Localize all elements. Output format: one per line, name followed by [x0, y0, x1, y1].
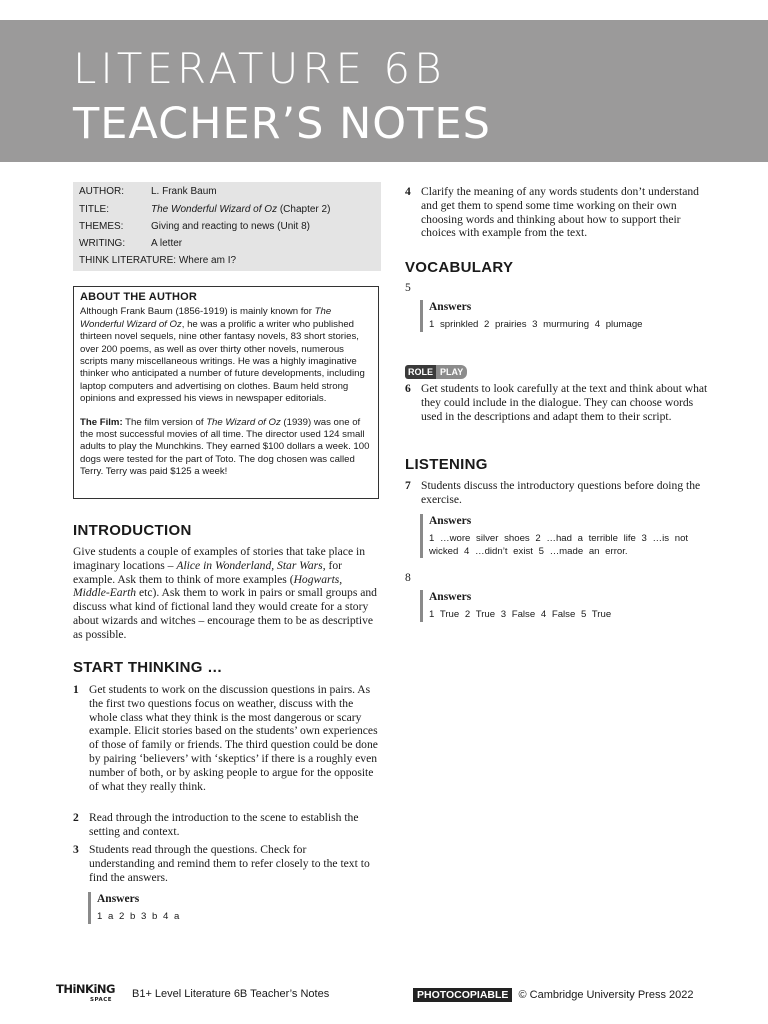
- author-value: L. Frank Baum: [151, 186, 217, 197]
- introduction-text: [73, 545, 381, 642]
- logo-word: THiNKiNG: [56, 982, 115, 996]
- title-banner: [0, 20, 768, 162]
- start-item-1: Get students to work on the discussion questions in pairs. As the first two questions focus on weather, discuss with the whole class what they think is the most dangerous or scary example. Elicit stories based on the students’ own experiences of those of family or friends. The third question could be done by pairing ‘believers’ with ‘skeptics’ if there is a roughly even number of both, or by asking people to argue for the opposite of what they really think.: [89, 683, 378, 793]
- about-text: , he was a prolific a writer who published thirteen novel sequels, nine other fantasy novels, 83 short stories, over 200 poems, as well as over thirty other novels, numerous scripts many miscellaneous writings. He was a highly imaginative thinker who anticipated a number of future developments, including laptop computers and advertising on clothes. Baum held strong opinions and expressed his views in newspaper editorials.: [80, 318, 365, 405]
- intro-italic: Alice in Wonderland, Star Wars: [176, 558, 323, 572]
- intro-italic: Hogwarts, Middle-Earth: [73, 572, 343, 600]
- answers-values: 1 True 2 True 3 False 4 False 5 True: [429, 609, 612, 620]
- themes-row: [79, 220, 310, 234]
- banner-title-line2: TEACHER’S NOTES: [73, 99, 491, 149]
- film-label: The Film:: [80, 416, 123, 428]
- answers-box-vocabulary: [420, 300, 719, 332]
- writing-key: WRITING:: [79, 238, 126, 249]
- role-label: ROLE: [405, 365, 436, 379]
- film-text: (1939) was one of the most successful movies of all time. The director used 124 small adults to play the Munchkins. They earned $100 dollars a week. 100 dogs were tested for the part of Toto. The dog chosen was called Terry. Terry was paid $125 a week!: [80, 416, 370, 478]
- photocopiable-badge: PHOTOCOPIABLE: [413, 988, 512, 1002]
- about-the-author-box: [73, 286, 379, 499]
- think-literature-row: THINK LITERATURE: Where am I?: [79, 255, 237, 266]
- banner-title-line1: LITERATURE 6B: [73, 44, 446, 93]
- answers-values: 1 …wore silver shoes 2 …had a terrible life 3 …is not wicked 4 …didn’t exist 5 …made an error.: [429, 533, 689, 557]
- answers-title: Answers: [97, 893, 140, 905]
- writing-row: [79, 237, 182, 251]
- item-number: 1: [73, 683, 79, 696]
- answers-box-item-8: [420, 590, 719, 622]
- logo-sub: SPACE: [90, 997, 113, 1003]
- item-7-text: Students discuss the introductory questions before doing the exercise.: [421, 479, 701, 506]
- item-number: 3: [73, 843, 79, 856]
- listening-heading: LISTENING: [405, 456, 488, 473]
- introduction-heading: INTRODUCTION: [73, 522, 192, 539]
- title-value: The Wonderful Wizard of Oz: [151, 204, 278, 215]
- item-number: 2: [73, 811, 79, 824]
- item-number: 4: [405, 185, 411, 198]
- author-row: [79, 185, 217, 199]
- item-number: 8: [405, 571, 411, 584]
- start-thinking-heading: START THINKING …: [73, 659, 223, 676]
- item-6-text: Get students to look carefully at the text and think about what they could include in the dialogue. They can choose words used in the descriptions and adapt them to their script.: [421, 382, 708, 423]
- themes-value: Giving and reacting to news (Unit 8): [151, 221, 310, 232]
- about-heading: ABOUT THE AUTHOR: [80, 291, 198, 303]
- item-4-text: Clarify the meaning of any words students don’t understand and get them to spend some time working on their own choosing words and thinking about how to support their choices with example from the text.: [421, 185, 699, 240]
- answers-title: Answers: [429, 591, 472, 603]
- start-item-2: Read through the introduction to the scene to establish the setting and context.: [89, 811, 359, 838]
- title-key: TITLE:: [79, 204, 110, 215]
- book-info-box: [73, 182, 381, 271]
- about-paragraph: [80, 306, 372, 405]
- intro-text: Give students a couple of examples of stories that take place in imaginary locations –: [73, 545, 366, 572]
- answers-box-start: [88, 892, 317, 924]
- intro-text: etc). Ask them to work in pairs or small groups and discuss what kind of fictional land they would create for a story about wizards and witches – encourage them to be as descriptive as possible.: [73, 586, 377, 641]
- themes-key: THEMES:: [79, 221, 124, 232]
- title-row: [79, 203, 330, 217]
- author-key: AUTHOR:: [79, 186, 124, 197]
- answers-title: Answers: [429, 301, 472, 313]
- item-number: 6: [405, 382, 411, 395]
- intro-text: , for example. Ask them to think of more examples (: [73, 558, 343, 586]
- title-extra: (Chapter 2): [277, 204, 331, 215]
- footer-level: B1+ Level Literature 6B Teacher’s Notes: [132, 988, 330, 1000]
- film-text: The film version of: [122, 416, 207, 428]
- item-number: 5: [405, 281, 411, 294]
- writing-value: A letter: [151, 238, 183, 249]
- answers-title: Answers: [429, 515, 472, 527]
- footer-right: [413, 988, 693, 1008]
- answers-box-listening: [420, 514, 719, 558]
- start-item-3: Students read through the questions. Check for understanding and remind them to refer closely to the text to find the answers.: [89, 843, 370, 884]
- film-paragraph: [80, 417, 372, 479]
- copyright: © Cambridge University Press 2022: [518, 989, 694, 1001]
- play-label: PLAY: [436, 365, 467, 379]
- role-play-badge: [405, 362, 467, 376]
- thinking-space-logo: [56, 984, 115, 1006]
- vocabulary-heading: VOCABULARY: [405, 259, 514, 276]
- answers-values: 1 a 2 b 3 b 4 a: [97, 911, 180, 922]
- film-italic: The Wizard of Oz: [206, 416, 281, 428]
- answers-values: 1 sprinkled 2 prairies 3 murmuring 4 plumage: [429, 319, 643, 330]
- about-italic: The Wonderful Wizard of Oz: [80, 306, 332, 330]
- item-number: 7: [405, 479, 411, 492]
- about-text: Although Frank Baum (1856-1919) is mainly known for: [80, 306, 315, 318]
